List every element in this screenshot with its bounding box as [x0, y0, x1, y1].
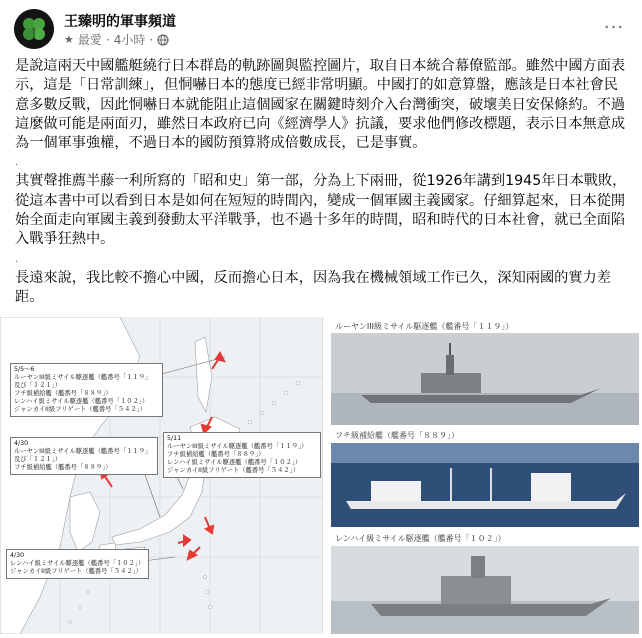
- globe-icon[interactable]: [157, 34, 169, 46]
- post-media[interactable]: [0, 317, 642, 634]
- paragraph-separator: .: [15, 253, 19, 265]
- label-line: フチ級補給艦（艦番号「８８９」）: [167, 451, 265, 458]
- more-options-button[interactable]: ···: [603, 16, 625, 38]
- post-time[interactable]: 4小時: [113, 33, 146, 47]
- label-line: ルーヤンIII級ミサイル駆逐艦（艦番号「１１９」: [14, 374, 152, 381]
- photo-caption: フチ級補給艦（艦番号「８８９」）: [335, 431, 459, 440]
- label-line: 及び「１２１」）: [14, 382, 62, 389]
- post-paragraph: 長遠來說，我比較不擔心中國，反而擔心日本，因為我在機械領域工作已久，深知兩國的實力差距。: [15, 269, 611, 305]
- map-label: [10, 363, 163, 417]
- label-line: ジャンカイII級フリゲート（艦番号「５４２」）: [10, 568, 143, 575]
- ship-photos[interactable]: [327, 317, 642, 634]
- paragraph-separator: .: [15, 157, 19, 169]
- post-header: [14, 9, 628, 49]
- photo-caption: ルーヤンIII級ミサイル駆逐艦（艦番号「１１９」）: [335, 322, 514, 331]
- label-line: ルーヤンIII級ミサイル駆逐艦（艦番号「１１９」: [14, 448, 152, 455]
- avatar[interactable]: [14, 9, 54, 49]
- destroyer-119-photo: [331, 333, 639, 425]
- meta-separator: ·: [105, 32, 110, 47]
- meta-separator: ·: [149, 32, 154, 47]
- map-label: [6, 549, 149, 579]
- label-line: ルーヤンIII級ミサイル駆逐艦（艦番号「１１９」）: [167, 443, 308, 450]
- post-paragraph: 是說這兩天中國艦艇繞行日本群島的軌跡圖與監控圖片，取自日本統合幕僚監部。雖然中國方面表示，這是「日常訓練」，但恫嚇日本的態度已經非常明顯。中國打的如意算盤，應該是日本社會民意多數反戰，因此恫嚇日本就能阻止這個國家在關鍵時刻介入台灣衝突，破壞美日安保條約。不過這麼做可能是兩面刃，雖然日本政府已向《經濟學人》抗議，要求他們修改標題，表示日本無意成為一個軍事強權，不過日本的國防預算將成倍數成長，已是事實。: [15, 58, 626, 152]
- label-line: フチ級補給艦（艦番号「８８９」）: [14, 390, 112, 397]
- author-name[interactable]: 王臻明的軍事頻道: [64, 14, 176, 30]
- ship-track-map[interactable]: [0, 317, 323, 634]
- post-meta: [64, 31, 169, 48]
- post-text: [15, 57, 629, 307]
- supply-ship-889-photo: [331, 443, 639, 527]
- label-line: ジャンカイII級フリゲート（艦番号「５４２」）: [14, 406, 147, 413]
- photo-caption: レンハイ級ミサイル駆逐艦（艦番号「１０２」）: [335, 534, 506, 543]
- label-line: レンハイ級ミサイル駆逐艦（艦番号「１０２」）: [167, 459, 302, 466]
- label-date: 5/11: [167, 435, 182, 442]
- clover-logo-icon: [14, 9, 54, 49]
- post-paragraph: 其實聲推薦半藤一利所寫的「昭和史」第一部，分為上下兩冊，從1926年講到1945年日本戰敗，從這本書中可以看到日本是如何在短短的時間內，變成一個軍國主義國家。仔細算起來，日本從開始全面走向軍國主義到發動太平洋戰爭，也不過十多年的時間，昭和時代的日本社會，就已全面陷入戰爭狂熱中。: [15, 173, 627, 248]
- map-label: [163, 432, 321, 478]
- label-line: レンハイ級ミサイル駆逐艦（艦番号「１０２」）: [10, 560, 145, 567]
- destroyer-102-photo: [331, 546, 639, 634]
- audience-label[interactable]: 最愛: [77, 33, 102, 47]
- label-line: レンハイ級ミサイル駆逐艦（艦番号「１０２」）: [14, 398, 149, 405]
- label-line: 及び「１２１」）: [14, 456, 62, 463]
- map-label: [10, 437, 158, 475]
- label-line: ジャンカイII級フリゲート（艦番号「５４２」）: [167, 467, 300, 474]
- label-date: 4/30: [14, 440, 29, 447]
- star-icon: ★: [64, 33, 74, 46]
- label-line: フチ級補給艦（艦番号「８８９」）: [14, 464, 112, 471]
- label-date: 4/30: [10, 552, 25, 559]
- label-date: 5/5～6: [14, 366, 35, 373]
